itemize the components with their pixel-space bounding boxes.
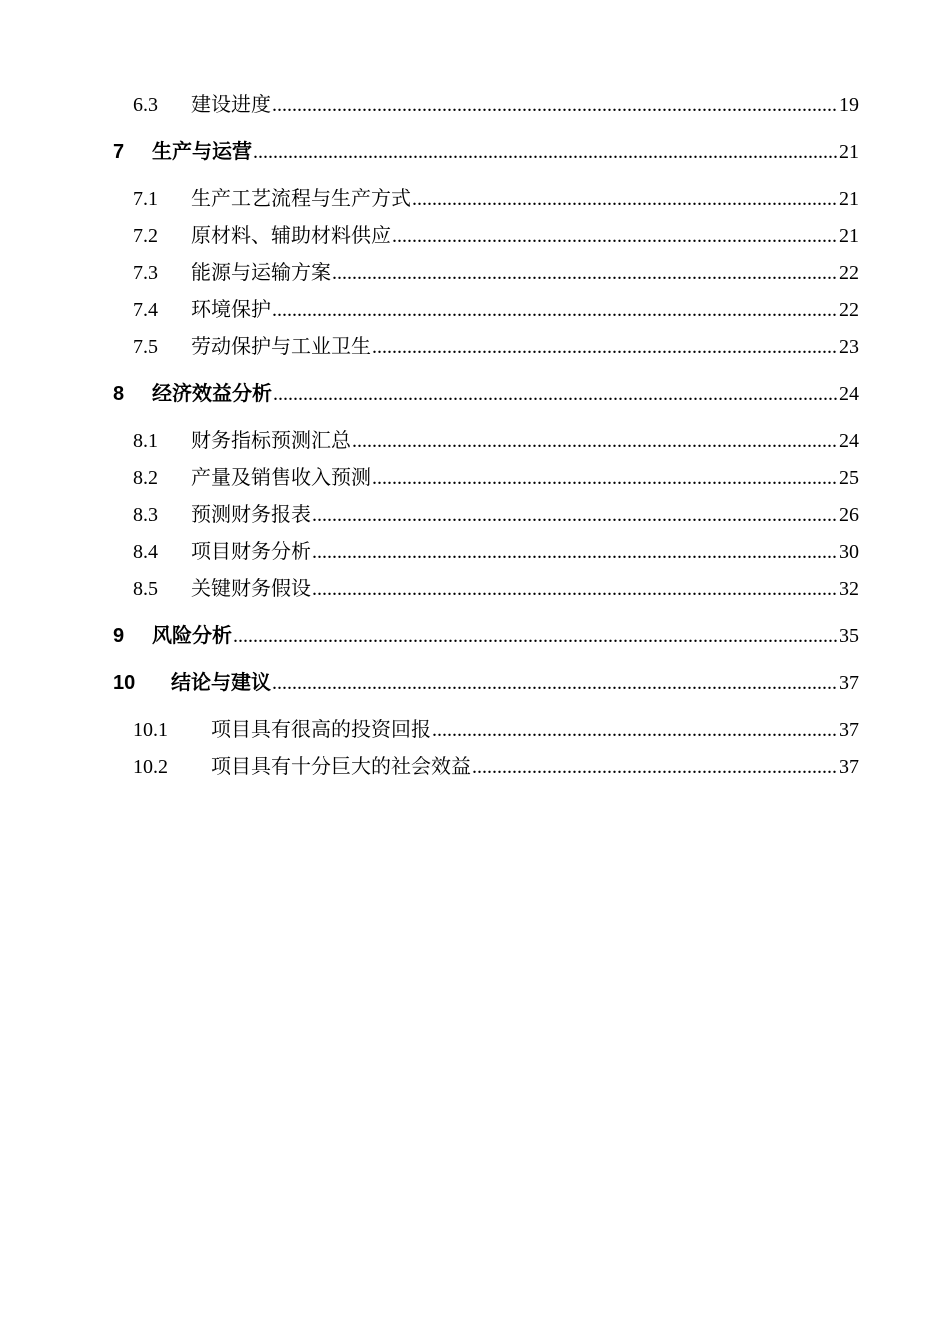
toc-entry-10-2[interactable] <box>133 750 859 780</box>
toc-page-number: 24 <box>839 430 859 452</box>
toc-entry-8-2[interactable] <box>133 461 859 491</box>
toc-page-number: 19 <box>839 94 859 116</box>
toc-number: 10.2 <box>133 756 168 778</box>
toc-number: 7.1 <box>133 188 158 210</box>
dot-leader <box>272 94 838 117</box>
dot-leader <box>432 719 838 742</box>
toc-entry-8-5[interactable] <box>133 572 859 602</box>
toc-number: 7.2 <box>133 225 158 247</box>
toc-entry-10-1[interactable] <box>133 713 859 743</box>
toc-title: 项目具有很高的投资回报 <box>211 719 431 741</box>
toc-title: 经济效益分析 <box>152 383 272 405</box>
toc-page-number: 25 <box>839 467 859 489</box>
toc-entry-7[interactable] <box>113 135 859 165</box>
toc-page-number: 22 <box>839 262 859 284</box>
dot-leader <box>273 383 838 406</box>
toc-number: 9 <box>113 625 125 647</box>
toc-page-number: 37 <box>839 756 859 778</box>
toc-page-number: 21 <box>839 188 859 210</box>
toc-number: 8.2 <box>133 467 158 489</box>
toc-entry-6-3[interactable] <box>133 88 859 118</box>
dot-leader <box>253 141 838 164</box>
toc-entry-7-4[interactable] <box>133 293 859 323</box>
toc-page-number: 26 <box>839 504 859 526</box>
toc-title: 产量及销售收入预测 <box>191 467 371 489</box>
toc-number: 8 <box>113 383 125 405</box>
toc-page-number: 21 <box>839 225 859 247</box>
toc-entry-7-3[interactable] <box>133 256 859 286</box>
toc-page-number: 30 <box>839 541 859 563</box>
toc-number: 10 <box>113 672 136 694</box>
dot-leader <box>272 299 838 322</box>
toc-title: 生产工艺流程与生产方式 <box>191 188 411 210</box>
dot-leader <box>392 225 838 248</box>
dot-leader <box>472 756 838 779</box>
toc-number: 7.5 <box>133 336 158 358</box>
toc-title: 财务指标预测汇总 <box>191 430 351 452</box>
toc-entry-8-1[interactable] <box>133 424 859 454</box>
toc-entry-7-5[interactable] <box>133 330 859 360</box>
toc-entry-8-3[interactable] <box>133 498 859 528</box>
dot-leader <box>332 262 838 285</box>
toc-number: 7.4 <box>133 299 158 321</box>
toc-page-number: 24 <box>839 383 859 405</box>
toc-entry-7-1[interactable] <box>133 182 859 212</box>
toc-title: 关键财务假设 <box>191 578 311 600</box>
toc-page-number: 22 <box>839 299 859 321</box>
toc-entry-9[interactable] <box>113 619 859 649</box>
toc-number: 8.3 <box>133 504 158 526</box>
toc-entry-10[interactable] <box>113 666 859 696</box>
dot-leader <box>312 578 838 601</box>
dot-leader <box>372 336 838 359</box>
toc-number: 8.4 <box>133 541 158 563</box>
toc-title: 建设进度 <box>191 94 271 116</box>
dot-leader <box>352 430 838 453</box>
toc-title: 项目具有十分巨大的社会效益 <box>211 756 471 778</box>
toc-page-number: 21 <box>839 141 859 163</box>
toc-page-number: 37 <box>839 719 859 741</box>
toc-title: 结论与建议 <box>171 672 271 694</box>
toc-title: 风险分析 <box>152 625 232 647</box>
toc-entry-8[interactable] <box>113 377 859 407</box>
toc-page-number: 37 <box>839 672 859 694</box>
dot-leader <box>372 467 838 490</box>
toc-number: 10.1 <box>133 719 168 741</box>
toc-entry-8-4[interactable] <box>133 535 859 565</box>
dot-leader <box>312 504 838 527</box>
toc-number: 8.1 <box>133 430 158 452</box>
dot-leader <box>233 625 838 648</box>
toc-title: 预测财务报表 <box>191 504 311 526</box>
toc-number: 7 <box>113 141 125 163</box>
toc-number: 6.3 <box>133 94 158 116</box>
dot-leader <box>272 672 838 695</box>
toc-number: 7.3 <box>133 262 158 284</box>
toc-title: 劳动保护与工业卫生 <box>191 336 371 358</box>
toc-title: 生产与运营 <box>152 141 252 163</box>
toc-page-number: 32 <box>839 578 859 600</box>
toc-page-number: 35 <box>839 625 859 647</box>
dot-leader <box>412 188 838 211</box>
toc-title: 能源与运输方案 <box>191 262 331 284</box>
toc-entry-7-2[interactable] <box>133 219 859 249</box>
toc-page-number: 23 <box>839 336 859 358</box>
toc-title: 原材料、辅助材料供应 <box>191 225 391 247</box>
toc-number: 8.5 <box>133 578 158 600</box>
dot-leader <box>312 541 838 564</box>
toc-title: 环境保护 <box>191 299 271 321</box>
toc-title: 项目财务分析 <box>191 541 311 563</box>
